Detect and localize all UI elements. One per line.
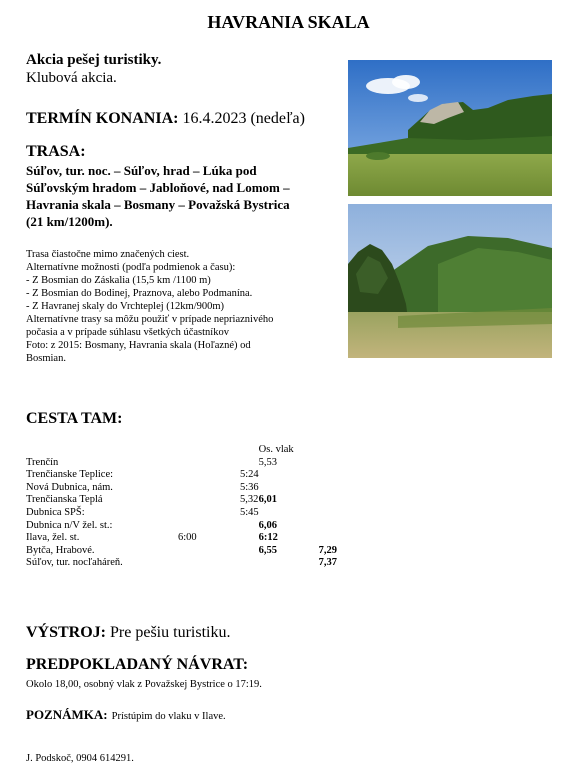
schedule-cell: 5:36 — [240, 481, 259, 493]
vystroj-value: Pre pešiu turistiku. — [110, 624, 231, 641]
schedule-cell: Trenčín — [26, 456, 59, 468]
schedule-cell: 6:12 — [258, 532, 278, 544]
schedule-cell: Trenčianska Teplá — [26, 494, 103, 506]
schedule-cell — [240, 457, 259, 470]
photo-bosmany-forest — [348, 204, 552, 358]
schedule-cell: 6,55 — [258, 544, 278, 556]
note-line: Bosmian. — [26, 353, 66, 364]
navrat-label: PREDPOKLADANÝ NÁVRAT: — [26, 656, 249, 673]
cesta-label: CESTA TAM: — [26, 410, 123, 427]
schedule-cell — [240, 557, 259, 570]
navrat-value: Okolo 18,00, osobný vlak z Považskej Bystrice o 17:19. — [26, 679, 262, 690]
poznamka-value: Prístúpim do vlaku v Ilave. — [111, 711, 226, 722]
poznamka-label: POZNÁMKA: — [26, 707, 108, 722]
event-kind: Klubová akcia. — [26, 70, 117, 86]
schedule-cell: Dubnica SPŠ: — [26, 506, 85, 518]
schedule-cell — [178, 507, 240, 520]
schedule-cell — [178, 557, 240, 570]
schedule-cell — [178, 469, 240, 482]
photo-havrania-skala-meadow — [348, 60, 552, 196]
vystroj-label: VÝSTROJ: — [26, 624, 107, 641]
schedule-cell: Trenčianske Teplice: — [26, 469, 114, 481]
note-line: - Z Bosmian do Záskalia (15,5 km /1100 m) — [26, 275, 211, 286]
schedule-row — [26, 469, 359, 482]
schedule-cell: 6,06 — [258, 519, 278, 531]
poznamka-line — [26, 706, 226, 724]
vystroj-line — [26, 624, 230, 642]
schedule-cell — [319, 494, 359, 507]
page-title: HAVRANIA SKALA — [207, 12, 370, 32]
trasa-label: TRASA: — [26, 143, 86, 160]
schedule-header-cell: Os. vlak — [258, 444, 294, 455]
schedule-row — [26, 494, 359, 507]
schedule-cell — [319, 520, 359, 533]
termin-line — [26, 110, 305, 128]
schedule-row — [26, 507, 359, 520]
schedule-cell: 7,37 — [318, 557, 338, 569]
schedule-row — [26, 532, 359, 545]
schedule-cell: 5,53 — [258, 456, 278, 468]
schedule-cell — [240, 520, 259, 533]
schedule-cell — [178, 482, 240, 495]
schedule-cell — [319, 532, 359, 545]
note-line: počasia a v prípade súhlasu všetkých účastníkov — [26, 327, 229, 338]
schedule-cell — [178, 520, 240, 533]
schedule-cell: 6:00 — [178, 532, 197, 544]
trasa-line: Havrania skala – Bosmany – Považská Bystrica — [26, 197, 290, 212]
schedule-cell — [240, 545, 259, 558]
schedule-cell: Dubnica n/V žel. st.: — [26, 519, 113, 531]
schedule-cell: 5,32 — [240, 494, 259, 506]
schedule-header-cell — [178, 444, 240, 457]
schedule-cell — [319, 457, 359, 470]
schedule-cell: 7,29 — [318, 544, 338, 556]
termin-value: 16.4.2023 (nedeľa) — [182, 110, 305, 127]
schedule-cell: Nová Dubnica, nám. — [26, 481, 113, 493]
schedule-row — [26, 457, 359, 470]
note-line: - Z Havranej skaly do Vrchteplej (12km/900m) — [26, 301, 225, 312]
schedule-cell — [319, 469, 359, 482]
schedule-cell — [259, 557, 319, 570]
termin-label: TERMÍN KONANIA: — [26, 110, 179, 127]
schedule-row — [26, 545, 359, 558]
schedule-cell — [178, 494, 240, 507]
schedule-cell — [319, 507, 359, 520]
note-line: Trasa čiastočne mimo značených ciest. — [26, 249, 190, 260]
note-line: Foto: z 2015: Bosmany, Havrania skala (Hoľazné) od — [26, 340, 251, 351]
schedule-row — [26, 520, 359, 533]
schedule-header-row — [26, 444, 359, 457]
note-line: Alternatívne možnosti (podľa podmienok a času): — [26, 262, 236, 273]
schedule-row — [26, 482, 359, 495]
trasa-line: Súľovským hradom – Jabloňové, nad Lomom – — [26, 180, 290, 195]
schedule-cell — [178, 545, 240, 558]
trasa-text — [26, 162, 346, 230]
schedule-row — [26, 557, 359, 570]
schedule-header-cell — [26, 444, 178, 457]
schedule-cell: Bytča, Hrabové. — [26, 544, 95, 556]
note-line: - Z Bosmian do Bodinej, Praznova, alebo Podmanína. — [26, 288, 253, 299]
schedule-cell: 5:45 — [240, 506, 259, 518]
contact: J. Podskoč, 0904 614291. — [26, 753, 134, 764]
schedule-cell — [259, 482, 319, 495]
schedule-header-cell — [319, 444, 359, 457]
event-type: Akcia pešej turistiky. — [26, 52, 162, 68]
trasa-line: (21 km/1200m). — [26, 214, 113, 229]
note-line: Alternatívne trasy sa môžu použiť v prípade nepriaznivého — [26, 314, 274, 325]
notes-block — [26, 248, 346, 365]
trasa-line: Súľov, tur. noc. – Súľov, hrad – Lúka pod — [26, 163, 257, 178]
schedule-cell — [259, 469, 319, 482]
schedule-cell: 6,01 — [258, 494, 278, 506]
schedule-cell — [240, 532, 259, 545]
schedule-table — [26, 444, 359, 570]
schedule-cell: 5:24 — [240, 469, 259, 481]
schedule-cell — [319, 482, 359, 495]
schedule-cell — [178, 457, 240, 470]
schedule-cell — [259, 507, 319, 520]
schedule-header-cell — [240, 444, 259, 457]
schedule-cell: Súľov, tur. nocľaháreň. — [26, 557, 123, 569]
schedule-cell: Ilava, žel. st. — [26, 532, 80, 544]
